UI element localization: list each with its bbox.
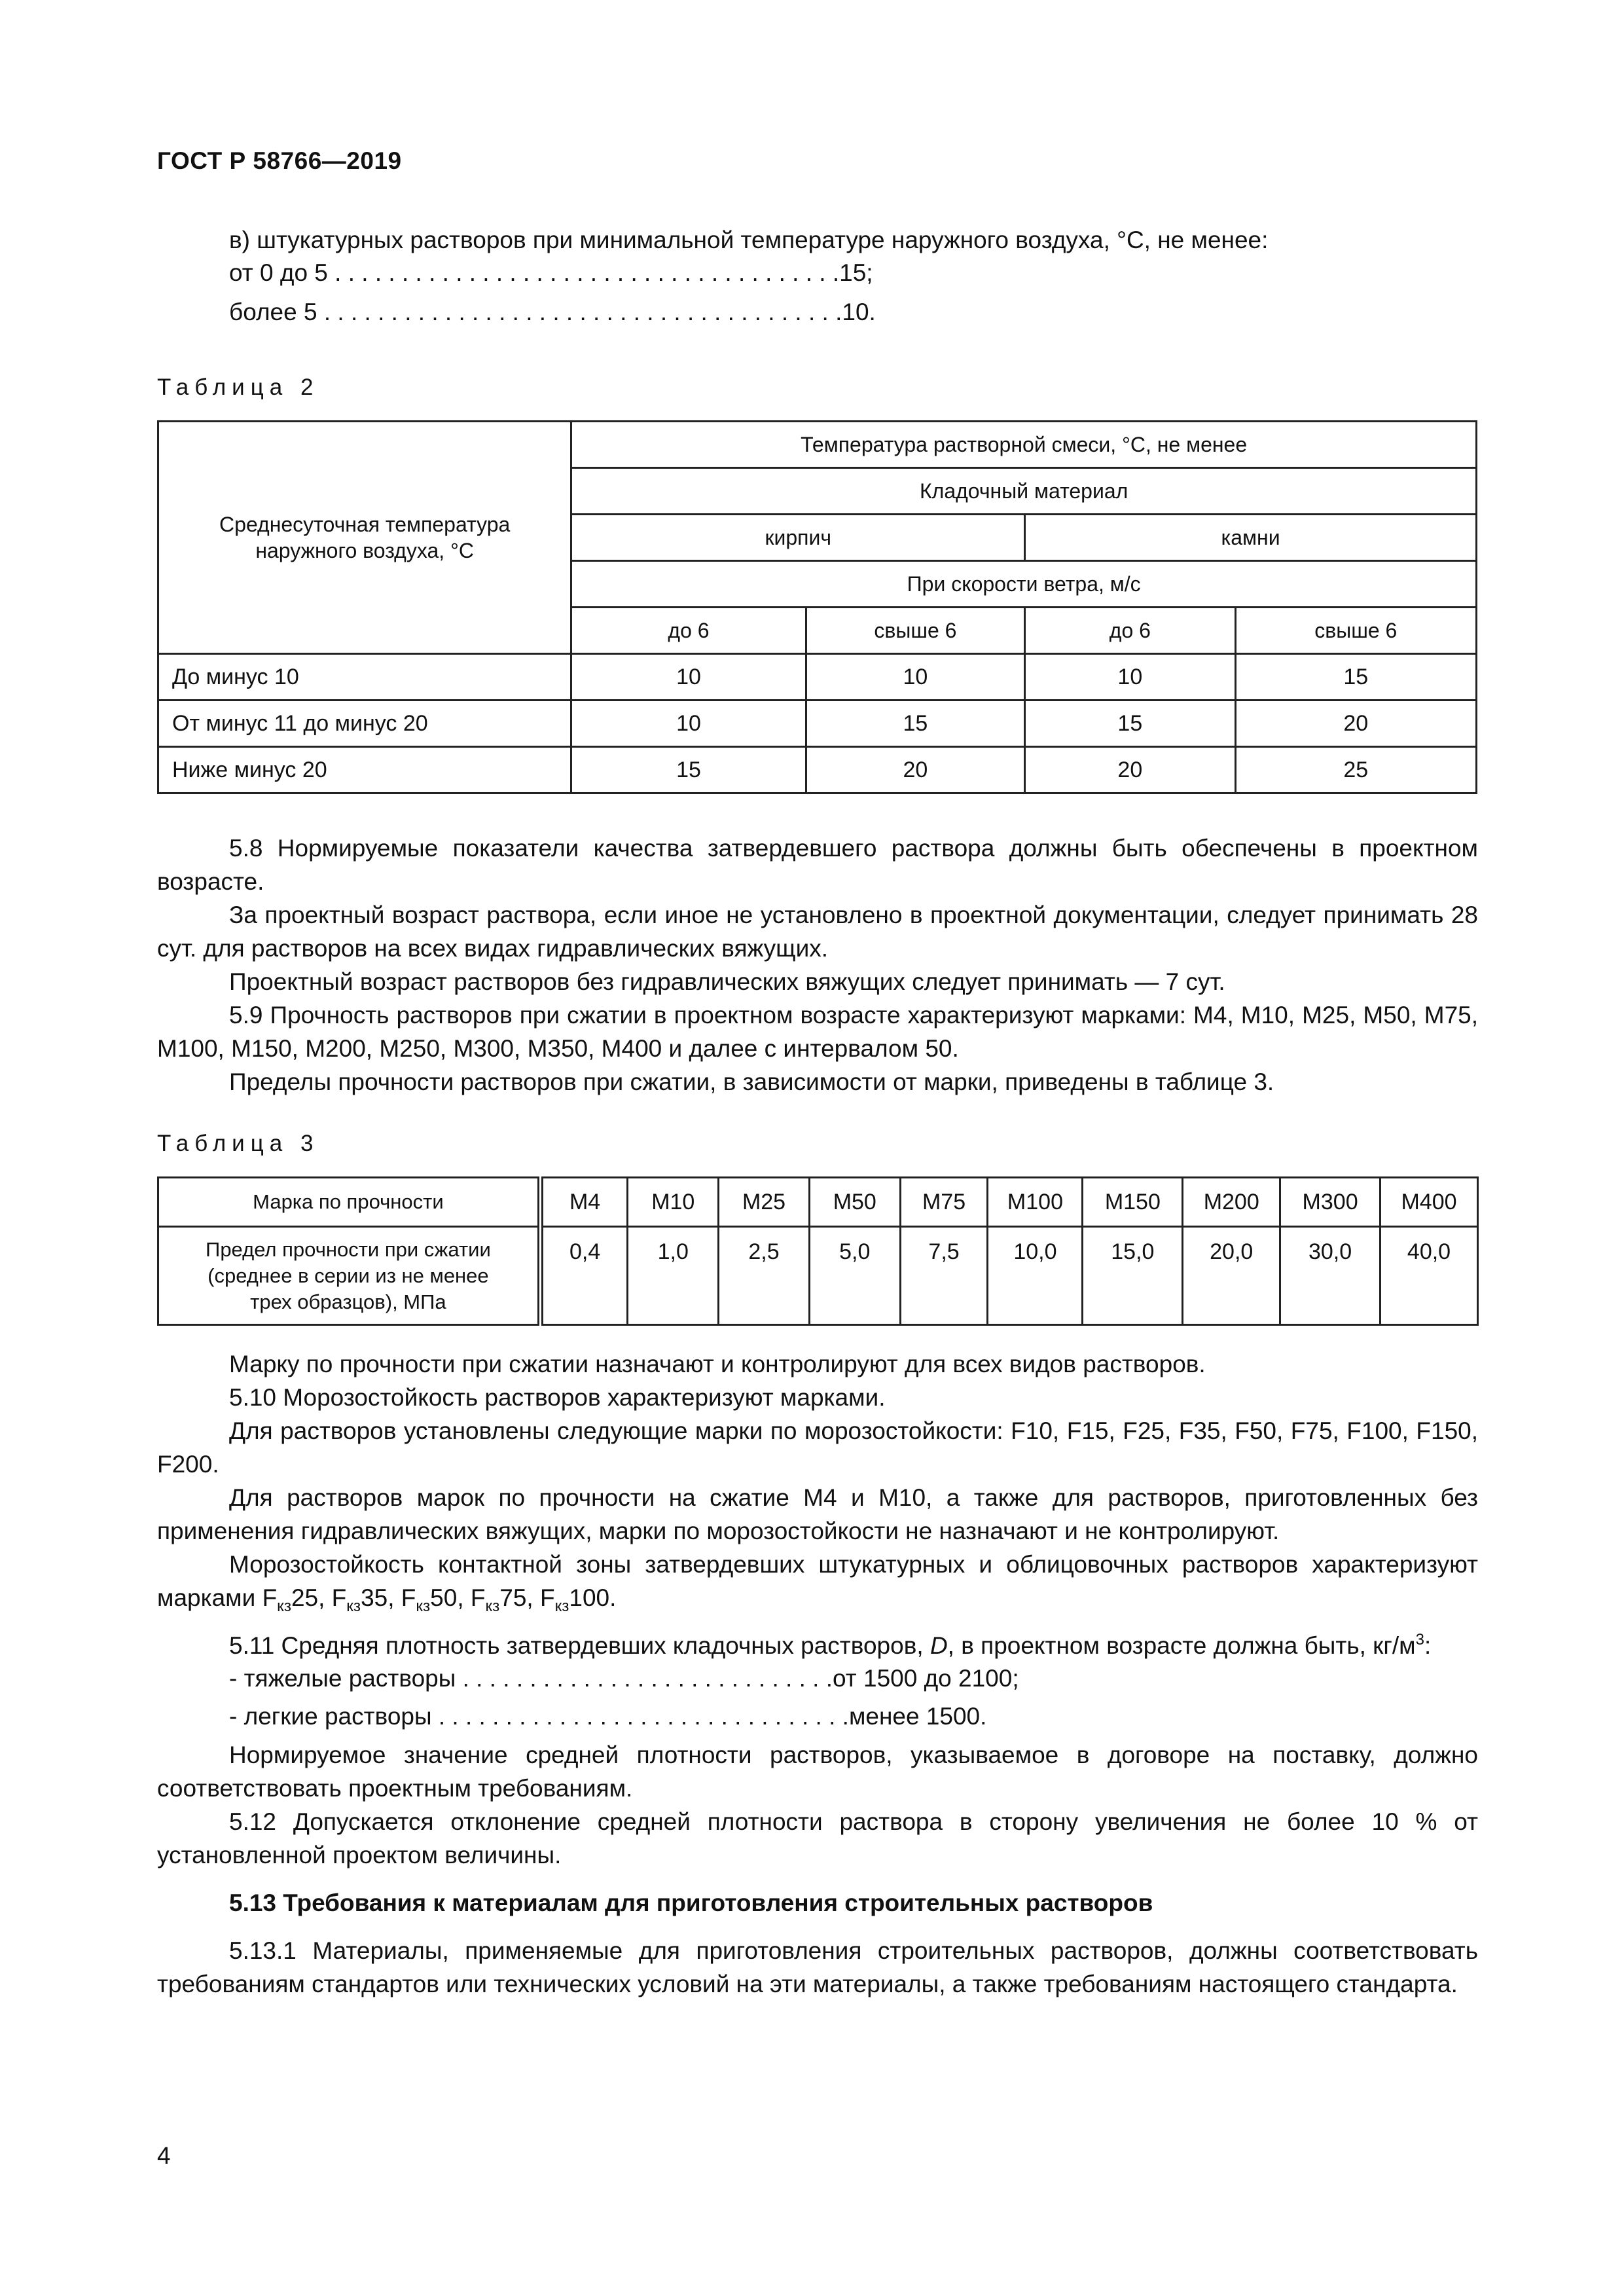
paragraph: 5.8 Нормируемые показатели качества затвердевшего раствора должны быть обеспечены в проектном возрасте. [157,835,1478,895]
cell: 20 [1025,747,1235,793]
page-number: 4 [157,2142,171,2169]
grade-cell: М400 [1380,1178,1478,1227]
grade-cell: М200 [1183,1178,1280,1227]
range-1-label: от 0 до 5 [229,259,328,286]
cell: 10 [1025,654,1235,701]
table-2-wind-col: до 6 [571,608,806,654]
row-label: От минус 11 до минус 20 [158,701,571,747]
strength-cell: 1,0 [628,1227,719,1325]
strength-cell: 20,0 [1183,1227,1280,1325]
table-row [158,747,1477,793]
table-2-header-left: Среднесуточная температура наружного воздуха, °С [158,422,571,654]
table-2-caption: Таблица 2 [157,374,319,400]
table-2-header-material: Кладочный материал [571,468,1477,515]
cell: 20 [806,747,1025,793]
table-2 [157,420,1477,794]
paragraph: Марку по прочности при сжатии назначают и контролируют для всех видов растворов. [229,1351,1206,1377]
table-2-header-stone: камни [1025,515,1477,561]
document-header: ГОСТ Р 58766—2019 [157,147,402,174]
table-2-header-brick: кирпич [571,515,1025,561]
grade-cell: М25 [719,1178,810,1227]
paragraph: 5.12 Допускается отклонение средней плотности раствора в сторону увеличения не более 10 % от установленной проектом величины. [157,1808,1478,1868]
grade-cell: М50 [809,1178,900,1227]
grade-cell: М4 [540,1178,628,1227]
strength-cell: 2,5 [719,1227,810,1325]
strength-cell: 7,5 [900,1227,988,1325]
paragraph: За проектный возраст раствора, если иное не установлено в проектной документации, следует принимать 28 сут. для растворов на всех видах гидравлических вяжущих. [157,902,1478,962]
paragraph: 5.13.1 Материалы, применяемые для приготовления строительных растворов, должны соответствовать требованиям стандартов или технических условий на эти материалы, а также требованиям настоящего стандарта. [157,1937,1478,1997]
paragraph: 5.9 Прочность растворов при сжатии в проектном возрасте характеризуют марками: М4, М10, М25, М50, М75, М100, М150, М200, М250, М300, М350, М400 и далее с интервалом 50. [157,1002,1478,1062]
cell: 10 [571,654,806,701]
strength-cell: 30,0 [1280,1227,1380,1325]
table-2-header-top: Температура растворной смеси, °С, не менее [571,422,1477,468]
table-3 [157,1176,1479,1326]
density-heavy-row: - тяжелые растворы . . . . . . . . . . . . . . . . . . . . . . . . . . . .от 1500 до 2100; [157,1662,1478,1695]
table-2-wind-col: свыше 6 [806,608,1025,654]
grade-cell: М10 [628,1178,719,1227]
dot-leader: . . . . . . . . . . . . . . . . . . . . . . . . . . . . . . . [438,1703,849,1730]
cell: 25 [1235,747,1476,793]
table-2-wind-col: до 6 [1025,608,1235,654]
range-row-2 [229,296,969,329]
cell: 15 [1235,654,1476,701]
cell: 15 [1025,701,1235,747]
cell: 15 [806,701,1025,747]
paragraph: Для растворов установлены следующие марки по морозостойкости: F10, F15, F25, F35, F50, F75, F100, F150, F200. [157,1417,1478,1478]
contact-zone-paragraph: Морозостойкость контактной зоны затвердевших штукатурных и облицовочных растворов характеризуют марками $F_{кз}25$, $F_{кз}35$, $F_{кз}50$, $F_{кз}75$, $F_{кз}100$. [157,1551,1478,1615]
paragraph: 5.10 Морозостойкость растворов характеризуют марками. [229,1384,886,1411]
row-label: Ниже минус 20 [158,747,571,793]
table-3-row1-label: Марка по прочности [158,1178,541,1227]
range-2-label: более 5 [229,299,317,325]
item-v-text: в) штукатурных растворов при минимальной температуре наружного воздуха, °С, не менее: [229,227,1269,253]
paragraph: Проектный возраст растворов без гидравлических вяжущих следует принимать — 7 сут. [229,968,1225,995]
table-3-row2-label: Предел прочности при сжатии (среднее в серии из не менее трех образцов), МПа [158,1227,541,1325]
cell: 10 [806,654,1025,701]
cell: 20 [1235,701,1476,747]
paragraph: Нормируемое значение средней плотности растворов, указываемое в договоре на поставку, должно соответствовать проектным требованиям. [157,1741,1478,1802]
grade-cell: М150 [1083,1178,1183,1227]
table-2-wind-col: свыше 6 [1235,608,1476,654]
dot-leader: . . . . . . . . . . . . . . . . . . . . . . . . . . . . . . . . . . . . . . [334,259,840,286]
paragraph: Для растворов марок по прочности на сжатие М4 и М10, а также для растворов, приготовленных без применения гидравлических вяжущих, марки по морозостойкости не назначают и не контролируют. [157,1484,1478,1544]
dot-leader: . . . . . . . . . . . . . . . . . . . . . . . . . . . . [462,1665,833,1692]
table-row [158,701,1477,747]
strength-cell: 15,0 [1083,1227,1183,1325]
table-2-header-wind: При скорости ветра, м/с [571,561,1477,608]
strength-cell: 10,0 [988,1227,1083,1325]
density-paragraph: 5.11 Средняя плотность затвердевших кладочных растворов, D, в проектном возрасте должна быть, $кг/м^3$: [229,1631,1432,1659]
range-1-value: 15; [839,259,873,286]
body-section-a [157,831,1478,1099]
strength-cell: 40,0 [1380,1227,1478,1325]
section-heading: 5.13 Требования к материалам для приготовления строительных растворов [229,1889,1153,1916]
body-section-b [157,1347,1478,2001]
grade-cell: М75 [900,1178,988,1227]
strength-cell: 5,0 [809,1227,900,1325]
row-label: До минус 10 [158,654,571,701]
range-2-value: 10. [842,299,876,325]
table-row [158,654,1477,701]
density-light-row: - легкие растворы . . . . . . . . . . . . . . . . . . . . . . . . . . . . . . .менее 1500. [157,1700,1478,1733]
dot-leader: . . . . . . . . . . . . . . . . . . . . . . . . . . . . . . . . . . . . . . . [323,299,842,325]
cell: 10 [571,701,806,747]
paragraph: Пределы прочности растворов при сжатии, в зависимости от марки, приведены в таблице 3. [229,1068,1274,1095]
table-3-caption: Таблица 3 [157,1131,319,1156]
grade-cell: М300 [1280,1178,1380,1227]
cell: 15 [571,747,806,793]
range-row-1 [229,257,969,289]
strength-cell: 0,4 [540,1227,628,1325]
grade-cell: М100 [988,1178,1083,1227]
